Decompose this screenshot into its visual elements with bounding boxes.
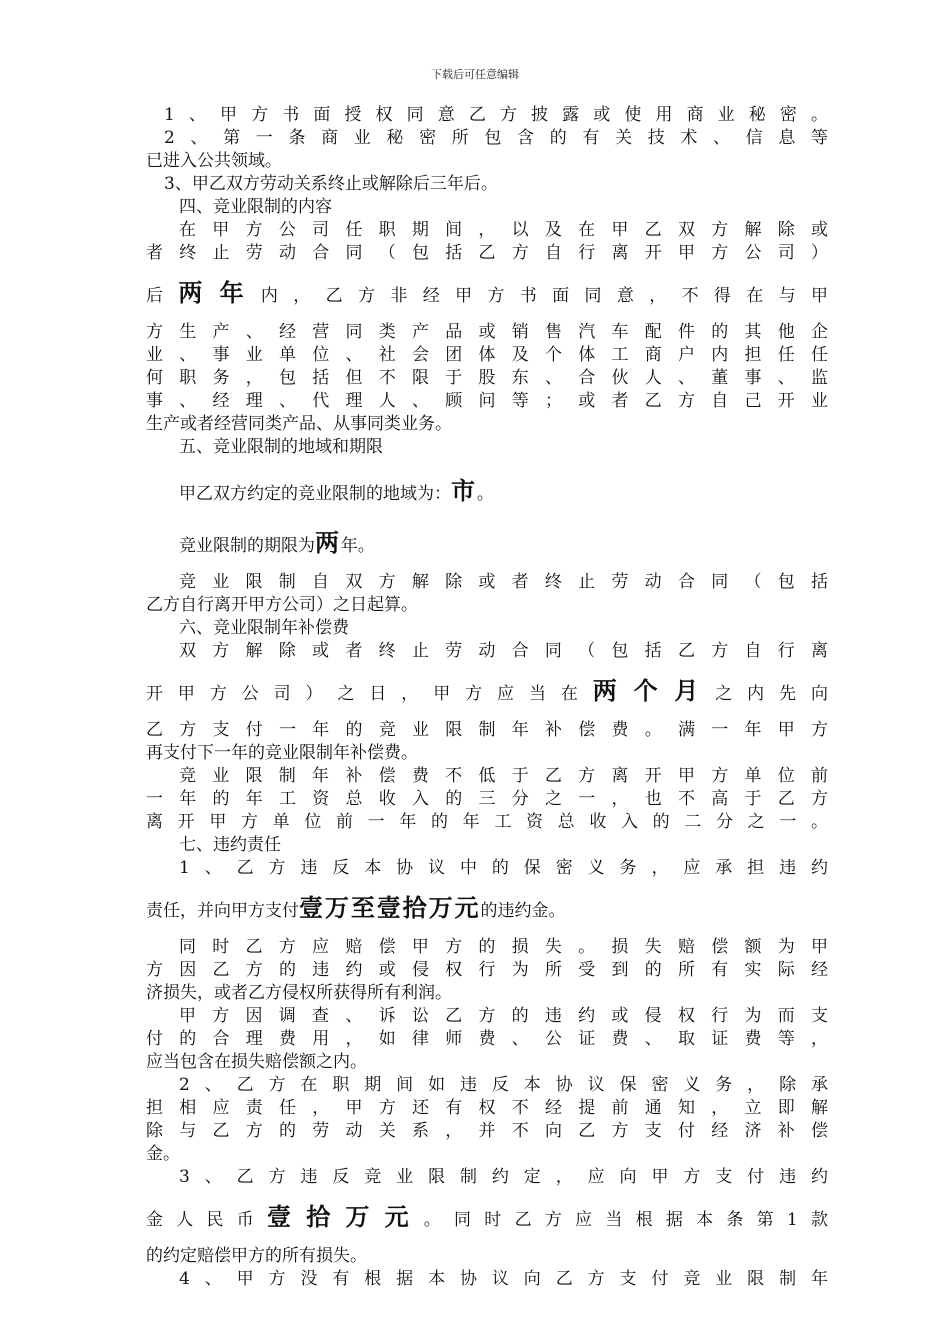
text-fragment: 。同时乙方应当根据本条第1款 xyxy=(423,1210,828,1230)
text-line: 1、乙方违反本协议中的保密义务，应承担违约 xyxy=(179,858,828,878)
text-line: 何职务，包括但不限于股东、合伙人、董事、监 xyxy=(146,368,828,388)
text-line: 方生产、经营同类产品或销售汽车配件的其他企 xyxy=(146,322,828,342)
text-line: 甲方因调查、诉讼乙方的违约或侵权行为而支 xyxy=(179,1006,828,1026)
text-fragment: 。 xyxy=(476,484,494,504)
section-heading: 七、违约责任 xyxy=(179,835,281,855)
text-line: 离开甲方单位前一年的年工资总收入的二分之一。 xyxy=(146,812,828,832)
emphasis-term: 壹拾万元 xyxy=(267,1203,424,1231)
text-fragment: 年。 xyxy=(340,536,375,556)
text-line: 3、乙方违反竞业限制约定，应向甲方支付违约 xyxy=(179,1167,828,1187)
text-line: 竞业限制年补偿费不低于乙方离开甲方单位前 xyxy=(179,766,828,786)
text-line xyxy=(146,523,828,563)
text-line xyxy=(146,671,828,711)
section-heading: 五、竞业限制的地域和期限 xyxy=(179,437,383,457)
text-fragment: 责任，并向甲方支付 xyxy=(146,901,299,921)
text-line: 方因乙方的违约或侵权行为所受到的所有实际经 xyxy=(146,960,828,980)
text-line: 除与乙方的劳动关系，并不向乙方支付经济补偿 xyxy=(146,1121,828,1141)
text-line xyxy=(146,471,828,511)
text-line: 4、甲方没有根据本协议向乙方支付竞业限制年 xyxy=(179,1269,828,1289)
text-fragment: 金人民币 xyxy=(146,1210,268,1230)
emphasis-term: 壹万至壹拾万元 xyxy=(299,894,481,922)
page-header: 下载后可任意编辑 xyxy=(431,68,519,81)
text-line: 再支付下一年的竞业限制年补偿费。 xyxy=(146,743,418,763)
text-line: 担相应责任，甲方还有权不经提前通知，立即解 xyxy=(146,1098,828,1118)
text-fragment: 开甲方公司）之日，甲方应当在 xyxy=(146,684,593,704)
text-line: 付的合理费用，如律师费、公证费、取证费等， xyxy=(146,1029,828,1049)
section-heading: 六、竞业限制年补偿费 xyxy=(179,618,349,638)
text-fragment: 内，乙方非经甲方书面同意，不得在与甲 xyxy=(260,286,828,306)
emphasis-term: 两 xyxy=(315,529,341,557)
text-line: 金。 xyxy=(146,1144,180,1164)
text-line: 同时乙方应赔偿甲方的损失。损失赔偿额为甲 xyxy=(179,937,828,957)
text-line xyxy=(146,1197,828,1237)
text-line: 2、第一条商业秘密所包含的有关技术、信息等 xyxy=(164,128,828,148)
text-line: 者终止劳动合同（包括乙方自行离开甲方公司） xyxy=(146,243,828,263)
text-line: 济损失，或者乙方侵权所获得所有利润。 xyxy=(146,983,452,1003)
emphasis-term: 两年 xyxy=(178,279,261,307)
emphasis-term: 市 xyxy=(451,477,477,505)
text-fragment: 的违约金。 xyxy=(480,901,566,921)
text-fragment: 后 xyxy=(146,286,179,306)
text-fragment: 竞业限制的期限为 xyxy=(179,536,315,556)
document-body xyxy=(146,104,828,1291)
text-line: 业、事业单位、社会团体及个体工商户内担任任 xyxy=(146,345,828,365)
text-line: 在甲方公司任职期间，以及在甲乙双方解除或 xyxy=(179,220,828,240)
text-line xyxy=(146,888,828,928)
text-line: 竞业限制自双方解除或者终止劳动合同（包括 xyxy=(179,572,828,592)
text-line: 的约定赔偿甲方的所有损失。 xyxy=(146,1246,367,1266)
text-line: 应当包含在损失赔偿额之内。 xyxy=(146,1052,367,1072)
text-line: 一年的年工资总收入的三分之一，也不高于乙方 xyxy=(146,789,828,809)
text-line: 已进入公共领域。 xyxy=(146,151,282,171)
text-fragment: 甲乙双方约定的竞业限制的地域为： xyxy=(179,484,451,504)
text-line xyxy=(146,273,828,313)
section-heading: 四、竞业限制的内容 xyxy=(179,197,332,217)
text-fragment: 之内先向 xyxy=(715,684,828,704)
text-line: 事、经理、代理人、顾问等；或者乙方自己开业 xyxy=(146,391,828,411)
text-line: 3、甲乙双方劳动关系终止或解除后三年后。 xyxy=(164,174,498,194)
text-line: 2、乙方在职期间如违反本协议保密义务，除承 xyxy=(179,1075,828,1095)
text-line: 乙方支付一年的竞业限制年补偿费。满一年甲方 xyxy=(146,720,828,740)
text-line: 乙方自行离开甲方公司）之日起算。 xyxy=(146,595,418,615)
emphasis-term: 两个月 xyxy=(592,677,716,705)
text-line: 1、甲方书面授权同意乙方披露或使用商业秘密。 xyxy=(164,105,828,125)
text-line: 双方解除或者终止劳动合同（包括乙方自行离 xyxy=(179,641,828,661)
text-line: 生产或者经营同类产品、从事同类业务。 xyxy=(146,414,452,434)
